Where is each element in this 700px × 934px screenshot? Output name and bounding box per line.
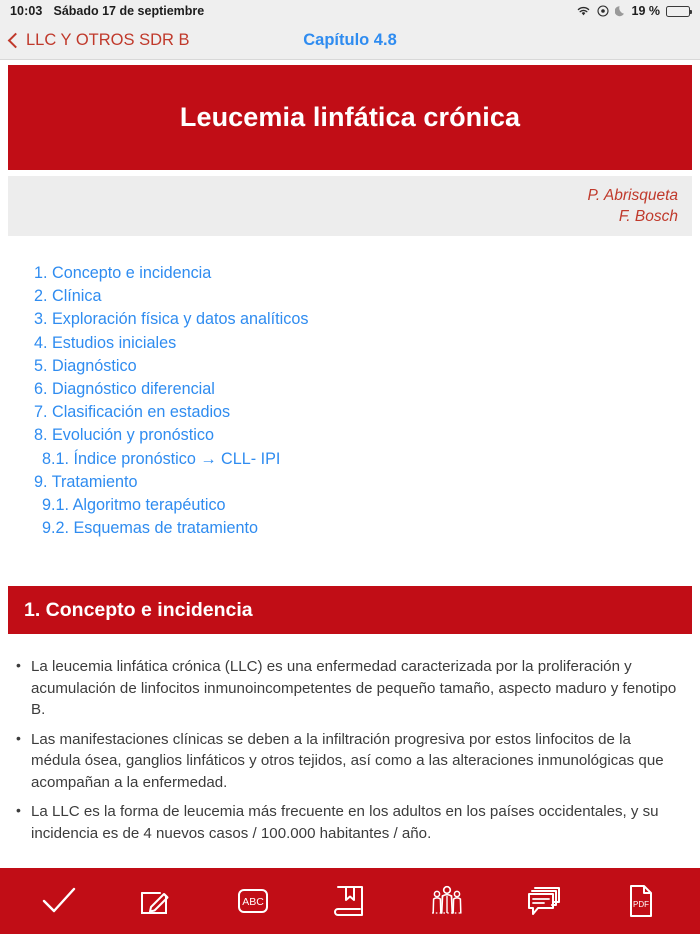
people-group-icon: [429, 883, 465, 919]
clinical-cases-button[interactable]: [419, 877, 475, 925]
toc-item-1[interactable]: 1. Concepto e incidencia: [34, 264, 212, 282]
toc-item-9-1[interactable]: 9.1. Algoritmo terapéutico: [42, 496, 226, 515]
section-title: 1. Concepto e incidencia: [24, 598, 253, 621]
status-time: 10:03: [10, 4, 43, 18]
bullet-item: • La leucemia linfática crónica (LLC) es una enfermedad caracterizada por la proliferación y acumulación de linfocitos inmunoincompetentes de pequeño tamaño, aspecto maduro y fenotipo B.: [0, 656, 700, 729]
page-title: Capítulo 4.8: [303, 31, 397, 49]
wifi-icon: [576, 5, 591, 17]
back-button-label: LLC Y OTROS SDR B: [26, 31, 190, 49]
status-bar-left: [10, 4, 204, 18]
chapter-title: Leucemia linfática crónica: [179, 102, 521, 132]
svg-text:PDF: PDF: [633, 900, 650, 909]
check-icon: [39, 884, 79, 918]
chevron-left-icon: [8, 32, 24, 48]
pdf-button[interactable]: [613, 877, 669, 925]
toc-item-9[interactable]: 9. Tratamiento: [34, 472, 138, 491]
authors-block: [8, 176, 692, 236]
status-bar-right: [576, 4, 691, 18]
toc-item-9-2[interactable]: 9.2. Esquemas de tratamiento: [42, 519, 258, 538]
toc-item-4[interactable]: 4. Estudios iniciales: [34, 333, 177, 352]
edit-note-icon: [138, 883, 174, 919]
status-date: Sábado 17 de septiembre: [53, 4, 205, 18]
comments-button[interactable]: [516, 877, 572, 925]
chat-bubbles-icon: [525, 884, 563, 918]
section-bullet-list: [0, 656, 700, 852]
pdf-file-icon: [626, 883, 656, 919]
toc-item-3[interactable]: 3. Exploración física y datos analíticos: [34, 310, 309, 329]
toc-item-6[interactable]: 6. Diagnóstico diferencial: [34, 380, 215, 399]
author-name: P. Abrisqueta: [587, 187, 678, 204]
navigation-bar: [0, 22, 700, 60]
author-name: F. Bosch: [618, 208, 678, 225]
bottom-toolbar: [0, 868, 700, 934]
check-button[interactable]: [31, 877, 87, 925]
battery-icon: [666, 6, 690, 17]
bookmark-book-icon: [333, 883, 367, 919]
abc-glossary-icon: [235, 886, 271, 916]
section-banner: [8, 586, 692, 634]
svg-text:ABC: ABC: [242, 896, 264, 908]
toc-item-8-1[interactable]: 8.1. Índice pronóstico → CLL- IPI: [42, 449, 281, 468]
toc-item-2[interactable]: 2. Clínica: [34, 287, 102, 306]
notes-button[interactable]: [128, 877, 184, 925]
toc-item-7[interactable]: 7. Clasificación en estadios: [34, 403, 231, 422]
do-not-disturb-moon-icon: [615, 5, 626, 17]
chapter-banner: [8, 65, 692, 170]
back-button[interactable]: [10, 31, 190, 50]
toc-item-5[interactable]: 5. Diagnóstico: [34, 356, 137, 375]
bookmarks-button[interactable]: [322, 877, 378, 925]
bullet-item: • Las manifestaciones clínicas se deben a la infiltración progresiva por estos linfocitos de la médula ósea, ganglios linfáticos y otros tejidos, así como a las alteraciones inmunológicas que acompañan a la enfermedad.: [0, 729, 700, 802]
toc-item-8[interactable]: 8. Evolución y pronóstico: [34, 426, 214, 445]
bullet-item: • La LLC es la forma de leucemia más frecuente en los adultos en los países occidentales, y su incidencia es de 4 nuevos casos / 100.000 habitantes / año.: [0, 801, 700, 852]
content-scroll-area[interactable]: [0, 60, 700, 868]
battery-percent: 19 %: [631, 4, 660, 18]
status-bar: [0, 0, 700, 22]
rotation-lock-icon: [597, 5, 609, 17]
glossary-button[interactable]: [225, 877, 281, 925]
table-of-contents: [0, 262, 700, 540]
